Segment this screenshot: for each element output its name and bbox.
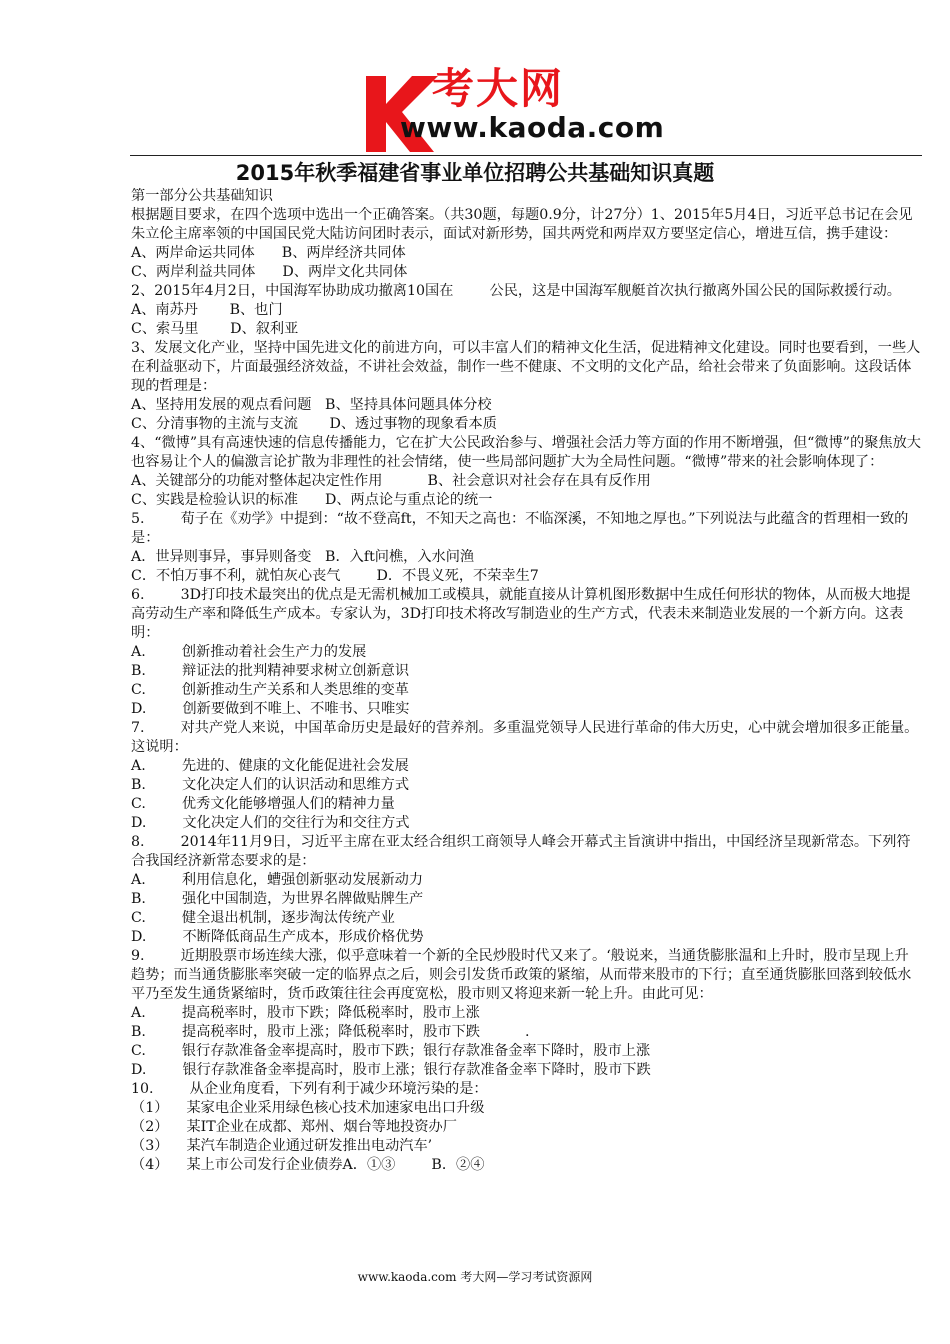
- text-line: 10. 从企业角度看，下列有利于减少环境污染的是：: [131, 1081, 488, 1097]
- text-line: A、两岸命运共同体 B、两岸经济共同体: [131, 245, 406, 261]
- text-line: 8. 2014年11月9日，习近平主席在亚太经合组织工商领导人峰会开幕式主旨演讲中指出，中国经济呈现新常态。下列符合我国经济新常态要求的是：: [131, 834, 911, 869]
- text-line: 5. 荀子在《劝学》中提到：“故不登高ft，不知天之高也：不临深溪，不知地之厚也。”下列说法与此蕴含的哲理相一致的是：: [131, 511, 909, 546]
- text-line: A. 先进的、健康的文化能促进社会发展: [131, 758, 409, 774]
- text-line: C. 银行存款准备金率提高时，股市下跌；银行存款准备金率下降时，股市上涨: [131, 1043, 651, 1059]
- text-line: （4） 某上市公司发行企业债券A．①③ B．②④: [131, 1157, 485, 1173]
- text-line: C、分清事物的主流与支流 D、透过事物的现象看本质: [131, 416, 497, 432]
- text-line: （2） 某IT企业在成都、郑州、烟台等地投资办厂: [131, 1119, 457, 1135]
- brand-name: 考大网: [432, 64, 565, 113]
- document-body: [131, 187, 921, 1175]
- page-title: 2015年秋季福建省事业单位招聘公共基础知识真题: [235, 161, 715, 185]
- text-line: 6. 3D打印技术最突出的优点是无需机械加工或模具，就能直接从计算机图形数据中生成任何形状的物体，从而极大地提高劳动生产率和降低生产成本。专家认为，3D打印技术将改写制造业的生产方式，代表未来制造业发展的一个新方向。这表明：: [131, 587, 911, 641]
- text-line: C．不怕万事不利，就怕灰心丧气 D．不畏义死，不荣幸生7: [131, 568, 539, 584]
- text-line: C. 创新推动生产关系和人类思维的变革: [131, 682, 409, 698]
- text-line: 7. 对共产党人来说，中国革命历史是最好的营养剂。多重温党领导人民进行革命的伟大历史，心中就会增加很多正能量。这说明：: [131, 720, 919, 755]
- text-line: 根据题目要求，在四个选项中选出一个正确答案。（共30题，每题0.9分，计27分）1、2015年5月4日，习近平总书记在会见朱立伦主席率领的中国国民党大陆访问团时表示，面试对新形势，国共两党和两岸双方要坚定信心，增进互信，携手建设：: [131, 207, 913, 242]
- text-line: B. 辩证法的批判精神要求树立创新意识: [131, 663, 410, 679]
- text-line: A、南苏丹 B、也门: [131, 302, 283, 318]
- text-line: A、坚持用发展的观点看问题 B、坚持具体问题具体分校: [131, 397, 492, 413]
- text-line: A．世异则事异，事异则备变 B．入ft问樵，入水问渔: [131, 549, 475, 565]
- text-line: 3、发展文化产业，坚持中国先进文化的前进方向，可以丰富人们的精神文化生活，促进精神文化建设。同时也要看到，一些人在利益驱动下，片面最强经济效益，不讲社会效益，制作一些不健康、不文明的文化产品，给社会带来了负面影响。这段话体现的哲理是：: [131, 340, 921, 394]
- brand-url: www.kaoda.com: [400, 111, 665, 144]
- text-line: 第一部分公共基础知识: [131, 188, 273, 204]
- text-line: C. 健全退出机制，逐步淘汰传统产业: [131, 910, 395, 926]
- text-line: A. 提高税率时，股市下跌；降低税率时，股市上涨: [131, 1005, 480, 1021]
- text-line: 2、2015年4月2日，中国海军协助成功撤离10国在 公民，这是中国海军舰艇首次执行撤离外国公民的国际救援行动。: [131, 283, 901, 299]
- text-line: A、关键部分的功能对整体起决定性作用 B、社会意识对社会存在具有反作用: [131, 473, 651, 489]
- text-line: D. 创新要做到不唯上、不唯书、只唯实: [131, 701, 410, 717]
- text-line: 9. 近期股票市场连续大涨，似乎意味着一个新的全民炒股时代又来了。‘般说来，当通货膨胀温和上升时，股市呈现上升趋势；而当通货膨胀率突破一定的临界点之后，则会引发货币政策的紧缩，从而带来股市的下行；直至通货膨胀回落到较低水平乃至发生通货紧缩时，货币政策往往会再度宽松，股市则又将迎来新一轮上升。由此可见：: [131, 948, 912, 1002]
- text-line: D. 银行存款准备金率提高时，股市上涨；银行存款准备金率下降时，股市下跌: [131, 1062, 651, 1078]
- text-line: C、实践是检验认识的标准 D、两点论与重点论的统一: [131, 492, 493, 508]
- text-line: （3） 某汽车制造企业通过研发推出电动汽车’: [131, 1138, 433, 1154]
- page-footer: www.kaoda.com 考大网—学习考试资源网: [357, 1270, 593, 1284]
- text-line: C、索马里 D、叙利亚: [131, 321, 299, 337]
- text-line: C、两岸利益共同体 D、两岸文化共同体: [131, 264, 408, 280]
- text-line: A. 创新推动着社会生产力的发展: [131, 644, 367, 660]
- text-line: 4、“微博”具有高速快速的信息传播能力，它在扩大公民政治参与、增强社会活力等方面的作用不断增强，但“微博”的聚焦放大也容易让个人的偏激言论扩散为非理性的社会情绪，使一些局部问题扩大为全局性问题。“微博”带来的社会影响体现了：: [131, 435, 921, 470]
- header-rule: [130, 155, 922, 156]
- text-line: C. 优秀文化能够增强人们的精神力量: [131, 796, 395, 812]
- text-line: B. 强化中国制造，为世界名牌做贴牌生产: [131, 891, 424, 907]
- text-line: B. 提高税率时，股市上涨；降低税率时，股市下跌 .: [131, 1024, 530, 1040]
- text-line: D. 不断降低商品生产成本，形成价格优势: [131, 929, 424, 945]
- text-line: B. 文化决定人们的认识活动和思维方式: [131, 777, 410, 793]
- text-line: D. 文化决定人们的交往行为和交往方式: [131, 815, 410, 831]
- text-line: （1） 某家电企业采用绿色核心技术加速家电出口升级: [131, 1100, 485, 1116]
- kaoda-logo: [362, 62, 692, 154]
- text-line: A. 利用信息化，螬强创新驱动发展新动力: [131, 872, 424, 888]
